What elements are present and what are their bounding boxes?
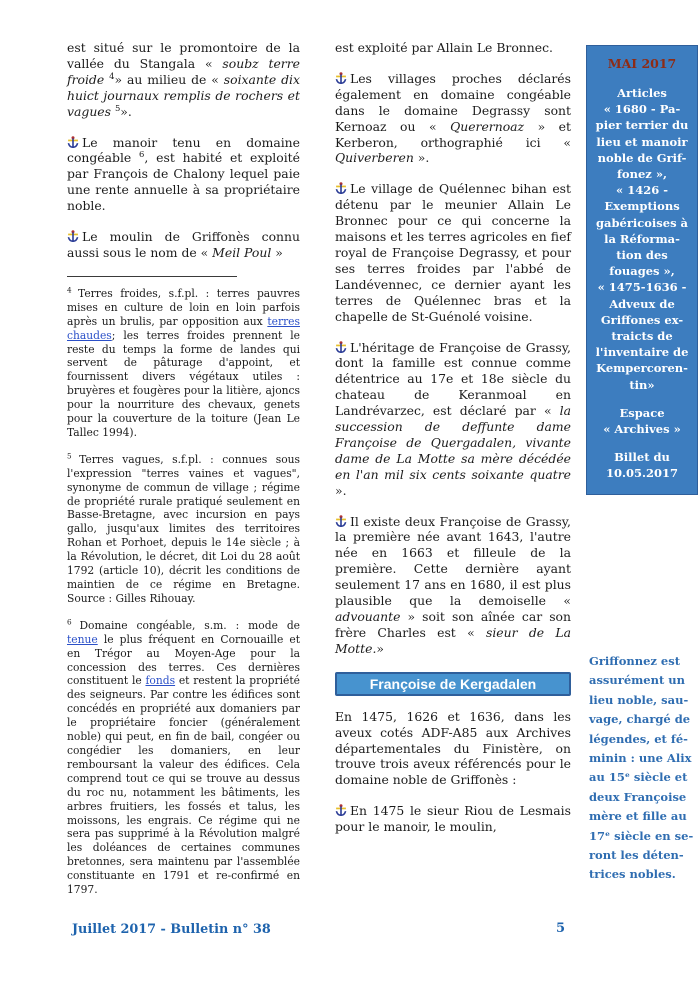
paragraph bbox=[335, 40, 571, 56]
anchor-bullet-icon bbox=[335, 515, 347, 528]
paragraph-text: est situé sur le promontoire de la vallée du Stangala « soubz terre froide $^4$» au milieu de « soixante dix huict journaux remplis de rochers et vagues $^5$». bbox=[67, 40, 300, 119]
paragraph-text: Il existe deux Françoise de Grassy, la première née avant 1643, l'autre née en 1663 et filleule de la première. Cette dernière ayant seulement 17 ans en 1680, il est plus plausible que la demoiselle « advouante » soit son aînée car son frère Charles est « sieur de La Motte.» bbox=[335, 513, 571, 656]
anchor-bullet-icon bbox=[335, 182, 347, 195]
middle-column bbox=[335, 40, 571, 850]
paragraph bbox=[335, 71, 571, 166]
footnote-text: $^6$ Domaine congéable, s.m. : mode de tenue le plus fréquent en Cornouaille et en Trégor au Moyen-Age pour la concession des terres. Ces dernières constituent le fonds et restent la propriété des seigneurs. Par contre les édifices sont concédés en propriété aux domaniers par le propriétaire foncier (généralement noble) qui peut, en fin de bail, congéer ou congédier les domaniers, en leur remboursant la valeur des édifices. Cela comprend tout ce qui se trouve au dessus du roc nu, notamment les bâtiments, les arbres fruitiers, les fossés et talus, les moissons, les engrais. Ce régime qui ne sera pas supprimé à la Révolution malgré les doléances de certaines communes bretonnes, sera maintenu par l'assemblée constituante en 1791 et re-confirmé en 1797. bbox=[67, 617, 300, 897]
footnote-separator bbox=[67, 276, 237, 277]
paragraph-text: En 1475, 1626 et 1636, dans les aveux cotés ADF-A85 aux Archives départementales du Finistère, on trouve trois aveux référencés pour le domaine noble de Griffonès : bbox=[335, 708, 571, 788]
paragraph-text: En 1475 le sieur Riou de Lesmais pour le manoir, le moulin, bbox=[335, 803, 571, 835]
paragraph-text: Le moulin de Griffonès connu aussi sous le nom de « Meil Poul » bbox=[67, 229, 300, 260]
footnote-link[interactable]: terres chaudes bbox=[67, 314, 300, 342]
footnote-link[interactable]: fonds bbox=[145, 674, 176, 688]
sidebar-box-text: Articles « 1680 - Pa- pier terrier du lieu et manoir noble de Grif- fonez », « 1426 - Exemptions gabéricoises à la Réforma- tion des fouages », « 1475-1636 - Adveux de Griffones ex- traicts de l'inventaire de Kempercoren- tin» Espace « Archives » Billet du 10.05.2017 bbox=[595, 86, 689, 481]
paragraph-text: Les villages proches déclarés également en domaine congéable dans le domaine Degrassy sont Kernoaz ou « Querernoaz » et Kerberon, orthographié ici « Quiverberen ». bbox=[335, 70, 571, 166]
footnote-text: $^4$ Terres froides, s.f.pl. : terres pauvres mises en culture de loin en loin parfois après un brulis, par opposition aux terres chaudes; les terres froides prennent le reste du temps la forme de landes qui servent de pâturage d'appoint, et fournissent divers végétaux utiles : bruyères et fougères pour la litière, ajoncs pour la nourriture des chevaux, genets pour la couverture de la toiture (Jean Le Tallec 1994). bbox=[67, 285, 300, 439]
section-banner: Françoise de Kergadalen bbox=[335, 672, 571, 696]
sidebar-note: Griffonnez est assurément un lieu noble, sau- vage, chargé de légendes, et fé- minin : une Alix au 15ᵉ siècle et deux Françoise mère et fille au 17ᵉ siècle en se- ront les déten- trices nobles. bbox=[589, 654, 694, 882]
footnote-5 bbox=[67, 453, 300, 606]
paragraph bbox=[335, 181, 571, 324]
page-number: 5 bbox=[556, 921, 566, 936]
footnote-6 bbox=[67, 619, 300, 897]
left-column bbox=[67, 40, 300, 910]
anchor-bullet-icon bbox=[335, 72, 347, 85]
footnote-link[interactable]: tenue bbox=[67, 632, 98, 646]
footer-bulletin-label: Juillet 2017 - Bulletin n° 38 bbox=[72, 922, 271, 937]
footnote-4 bbox=[67, 287, 300, 440]
paragraph bbox=[335, 514, 571, 657]
paragraph bbox=[67, 40, 300, 120]
sidebar-month-title: MAI 2017 bbox=[607, 56, 677, 71]
anchor-bullet-icon bbox=[335, 341, 347, 354]
paragraph-text: est exploité par Allain Le Bronnec. bbox=[335, 40, 553, 55]
paragraph bbox=[67, 229, 300, 261]
footnote-text: $^5$ Terres vagues, s.f.pl. : connues sous l'expression "terres vaines et vagues", synonyme de commun de village ; régime de propriété rurale pratiqué seulement en Basse-Bretagne, avec incursion en pays gallo, jusqu'aux limites des territoires Rohan et Porhoet, depuis le 14e siècle ; à la Révolution, le décret, dit Loi du 28 août 1792 (article 10), décrit les conditions de maintien de ce régime en Bretagne. Source : Gilles Rihouay. bbox=[67, 451, 300, 605]
paragraph-text: Le village de Quélennec bihan est détenu par le meunier Allain Le Bronnec pour ce qui concerne la maisons et les terres agricoles en fief royal de Françoise Degrassy, et pour ses terres froides par l'abbé de Landévennec, ce dernier ayant les terres de Quélennec bras et la chapelle de St-Guénolé voisine. bbox=[335, 181, 571, 324]
paragraph-text: Le manoir tenu en domaine congéable $^6$, est habité et exploité par François de Chalony lequel paie une rente annuelle à sa propriétaire noble. bbox=[67, 134, 300, 214]
anchor-bullet-icon bbox=[67, 136, 79, 149]
paragraph bbox=[67, 135, 300, 215]
paragraph bbox=[335, 709, 571, 789]
paragraph bbox=[335, 803, 571, 835]
paragraph bbox=[335, 340, 571, 499]
paragraph-text: L'héritage de Françoise de Grassy, dont la famille est connue comme détentrice au 17e et 18e siècle du chateau de Keranmoal en Landrévarzec, est déclaré par « la succession de deffunte dame Françoise de Quergadalen, vivante dame de La Motte sa mère décédée en l'an mil six cents soixante quatre ». bbox=[335, 339, 571, 498]
anchor-bullet-icon bbox=[335, 804, 347, 817]
sidebar-archive-box bbox=[586, 45, 698, 495]
anchor-bullet-icon bbox=[67, 230, 79, 243]
